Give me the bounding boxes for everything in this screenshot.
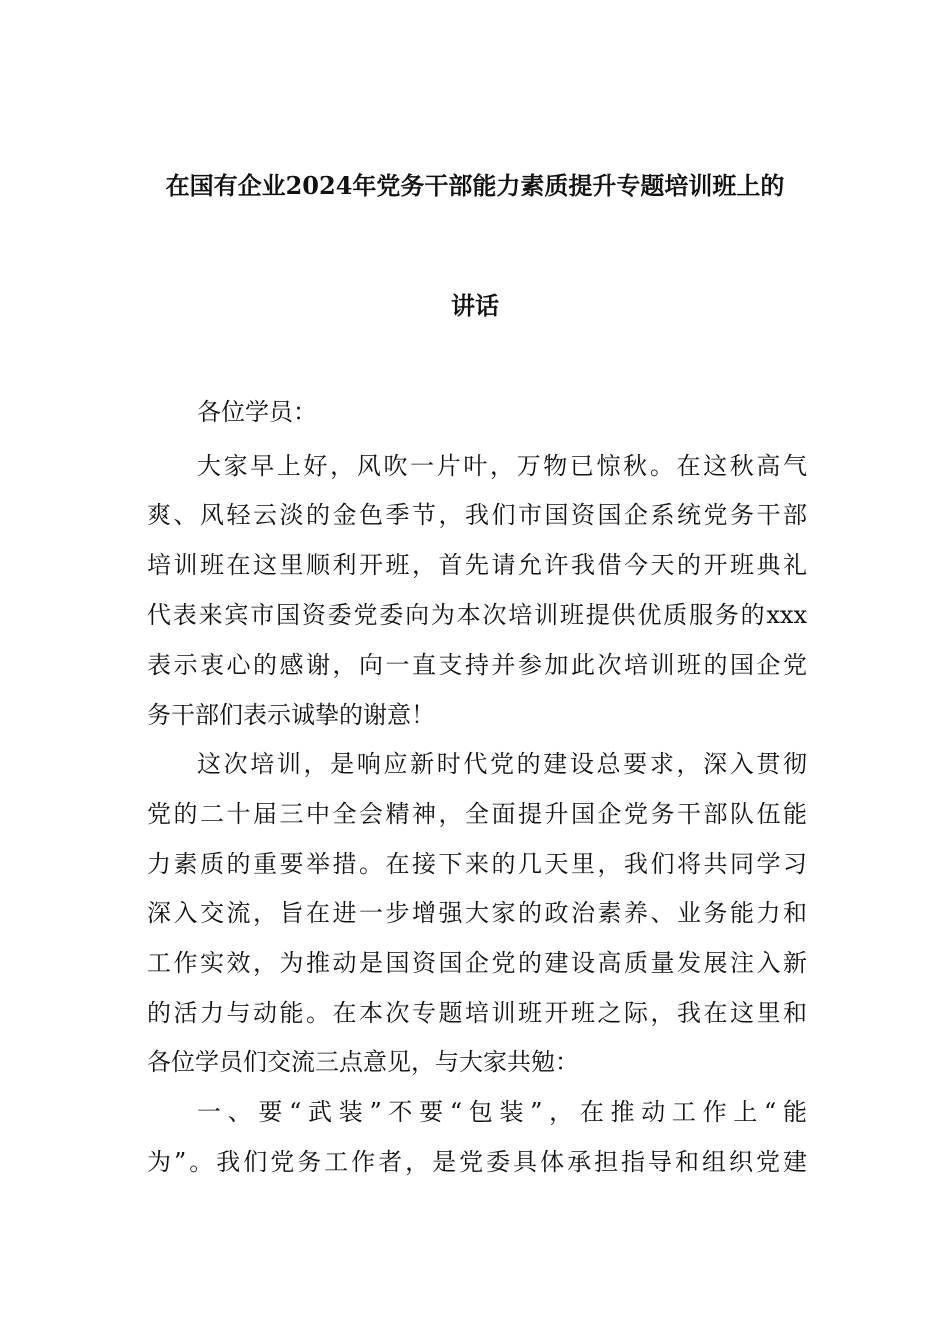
paragraph-2-line-5: 工作实效，为推动是国资国企党的建设高质量发展注入新 <box>147 949 807 977</box>
paragraph-2-line-6: 的活力与动能。在本次专题培训班开班之际，我在这里和 <box>147 999 807 1027</box>
paragraph-3-line-2: 为”。我们党务工作者，是党委具体承担指导和组织党建 <box>147 1148 807 1176</box>
paragraph-2-line-2: 党的二十届三中全会精神，全面提升国企党务干部队伍能 <box>147 800 807 828</box>
paragraph-2-line-7: 各位学员们交流三点意见，与大家共勉： <box>147 1048 579 1076</box>
paragraph-1-line-3: 培训班在这里顺利开班，首先请允许我借今天的开班典礼 <box>147 551 807 579</box>
paragraph-1-line-2: 爽、风轻云淡的金色季节，我们市国资国企系统党务干部 <box>147 501 807 529</box>
paragraph-1-line-4: 代表来宾市国资委党委向为本次培训班提供优质服务的xxx <box>147 601 807 629</box>
paragraph-1-line-5: 表示衷心的感谢，向一直支持并参加此次培训班的国企党 <box>147 651 807 679</box>
paragraph-1-line-1: 大家早上好，风吹一片叶，万物已惊秋。在这秋高气 <box>197 452 807 480</box>
document-title-line-1: 在国有企业2024年党务干部能力素质提升专题培训班上的 <box>165 171 785 200</box>
paragraph-2-line-1: 这次培训，是响应新时代党的建设总要求，深入贯彻 <box>197 750 807 778</box>
document-title-line-2: 讲话 <box>451 291 499 320</box>
paragraph-2-line-4: 深入交流，旨在进一步增强大家的政治素养、业务能力和 <box>147 899 807 927</box>
paragraph-1-line-6: 务干部们表示诚挚的谢意！ <box>147 701 435 729</box>
paragraph-3-line-1: 一、要“武装”不要“包装”，在推动工作上“能 <box>197 1098 807 1126</box>
salutation: 各位学员： <box>197 398 317 426</box>
paragraph-2-line-3: 力素质的重要举措。在接下来的几天里，我们将共同学习 <box>147 850 807 878</box>
